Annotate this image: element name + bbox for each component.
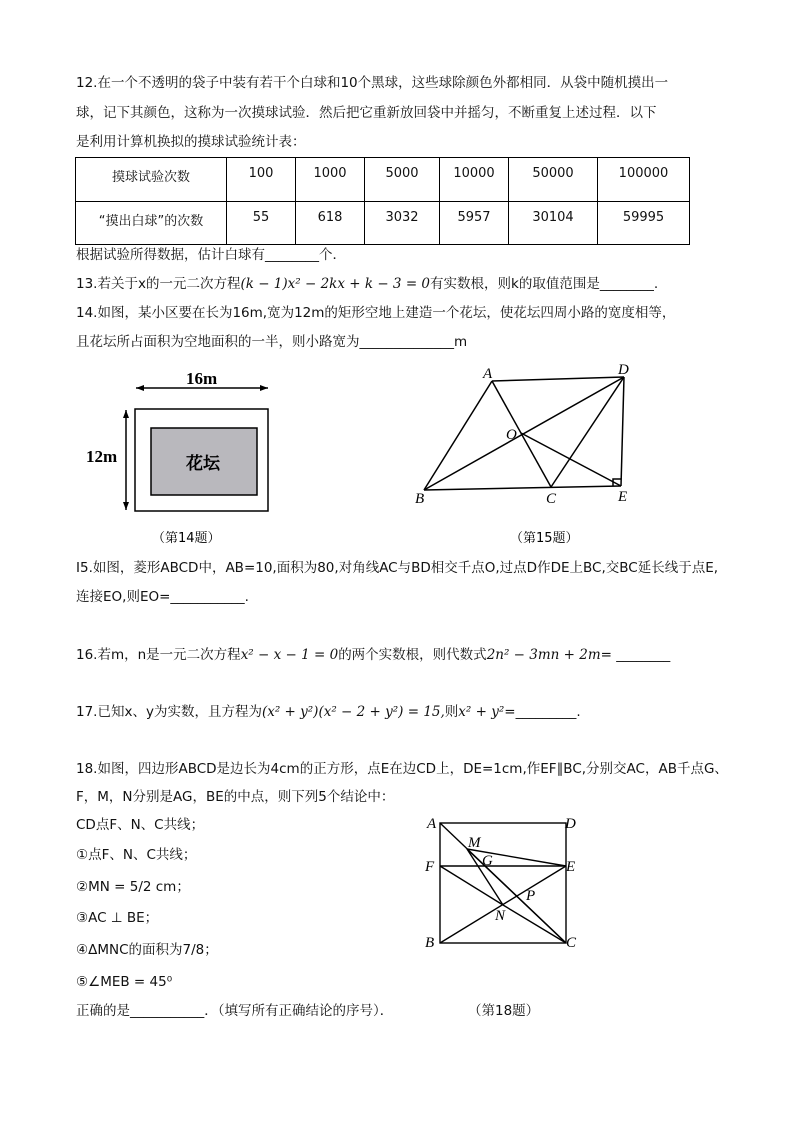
table-cell: 5957 bbox=[440, 201, 509, 245]
q16-expression: 2n² − 3mn + 2m bbox=[486, 647, 601, 663]
arrowhead-icon bbox=[260, 385, 268, 391]
arrowhead-icon bbox=[123, 410, 129, 418]
fig18-caption: （第18题） bbox=[468, 1003, 540, 1019]
width-label: 16m bbox=[186, 370, 218, 388]
q12-line1: 12.在一个不透明的袋子中装有若干个白球和10个黑球，这些球除颜色外都相同．从袋中随机摸出一 bbox=[76, 75, 669, 91]
table-cell: 3032 bbox=[365, 201, 440, 245]
figure-15 bbox=[410, 360, 640, 550]
trials-table bbox=[75, 157, 690, 245]
q16-mid: 的两个实数根，则代数式 bbox=[338, 647, 487, 663]
segment-AD bbox=[492, 377, 624, 381]
q18-conclusion-2: ②MN = 5/2 cm； bbox=[76, 879, 190, 895]
q12-line2: 球，记下其颜色，这称为一次摸球试验．然后把它重新放回袋中并摇匀，不断重复上述过程．以下 bbox=[76, 105, 657, 121]
table-cell: 10000 bbox=[440, 158, 509, 202]
label-D: D bbox=[618, 362, 629, 378]
arrowhead-icon bbox=[123, 502, 129, 510]
table-cell: 30104 bbox=[509, 201, 598, 245]
q17 bbox=[76, 702, 581, 722]
figure-18 bbox=[420, 810, 590, 955]
q12-after: 根据试验所得数据，估计白球有________个． bbox=[76, 247, 346, 263]
table-cell: 1000 bbox=[296, 158, 365, 202]
label-B: B bbox=[415, 491, 425, 507]
q18-line2: F，M，N分别是AG，BE的中点，则下列5个结论中： bbox=[76, 789, 395, 805]
table-row bbox=[76, 201, 690, 245]
segment-AB bbox=[424, 381, 492, 490]
q15-line2: 连接EO,则EO=___________. bbox=[76, 589, 249, 605]
q12-line3: 是利用计算机换拟的摸球试验统计表： bbox=[76, 134, 306, 150]
height-label: 12m bbox=[86, 447, 118, 466]
label-C: C bbox=[546, 491, 557, 507]
fig15-caption: （第15题） bbox=[510, 531, 579, 546]
table-cell: 50000 bbox=[509, 158, 598, 202]
table-header-cell: “摸出白球”的次数 bbox=[76, 201, 227, 245]
q17-post: =_________. bbox=[504, 704, 581, 720]
q16 bbox=[76, 645, 670, 665]
table-cell: 59995 bbox=[598, 201, 690, 245]
label-D: D bbox=[565, 816, 576, 832]
q18-conclusion-3: ③AC ⊥ BE； bbox=[76, 910, 159, 926]
arrowhead-icon bbox=[136, 385, 144, 391]
q14-line2: 且花坛所占面积为空地面积的一半，则小路宽为______________m bbox=[76, 334, 468, 350]
q18-answer: 正确的是___________．（填写所有正确结论的序号）． bbox=[76, 1003, 394, 1019]
q18-conclusion-5: ⑤∠MEB = 45⁰ bbox=[76, 974, 173, 990]
table-cell: 55 bbox=[227, 201, 296, 245]
q16-post: = ________ bbox=[600, 647, 671, 663]
q15-line1: I5.如图，菱形ABCD中，AB=10,面积为80,对角线AC与BD相交千点O,过点D作DE上BC,交BC延长线于点E, bbox=[76, 560, 719, 576]
table-cell: 100000 bbox=[598, 158, 690, 202]
q17-expression: x² + y² bbox=[458, 704, 505, 720]
q18-conclusion-4: ④ΔMNC的面积为7/8； bbox=[76, 942, 218, 958]
table-cell: 618 bbox=[296, 201, 365, 245]
label-E: E bbox=[618, 489, 628, 505]
q14-line1: 14.如图，某小区要在长为16m,宽为12m的矩形空地上建造一个花坛，使花坛四周小路的宽度相等， bbox=[76, 305, 676, 321]
diagonal-BD bbox=[424, 377, 624, 490]
table-cell: 100 bbox=[227, 158, 296, 202]
label-P: P bbox=[526, 888, 536, 904]
table-row bbox=[76, 158, 690, 202]
figure-14 bbox=[80, 370, 280, 550]
fig14-caption: （第14题） bbox=[152, 531, 221, 546]
segment-DC bbox=[551, 377, 624, 487]
label-F: F bbox=[425, 859, 435, 875]
segment-BE bbox=[424, 486, 621, 490]
q17-mid: 则 bbox=[444, 704, 459, 720]
q13-equation: (k − 1)x² − 2kx + k − 3 = 0 bbox=[240, 276, 431, 292]
q17-pre: 17.已知x、y为实数，且方程为 bbox=[76, 704, 262, 720]
table-cell: 5000 bbox=[365, 158, 440, 202]
label-B: B bbox=[425, 935, 435, 951]
q16-pre: 16.若m，n是一元二次方程 bbox=[76, 647, 241, 663]
segment-FN bbox=[440, 866, 503, 905]
label-N: N bbox=[495, 908, 506, 924]
table-header-cell: 摸球试验次数 bbox=[76, 158, 227, 202]
label-A: A bbox=[483, 366, 493, 382]
q13-post: 有实数根，则k的取值范围是________. bbox=[430, 276, 659, 292]
segment-NC bbox=[503, 905, 566, 943]
label-O: O bbox=[506, 427, 517, 443]
segment-DE bbox=[621, 377, 624, 486]
label-A: A bbox=[427, 816, 437, 832]
q18-line1: 18.如图，四边形ABCD是边长为4cm的正方形，点E在边CD上，DE=1cm,作EF∥BC,分别交AC，AB千点G、 bbox=[76, 761, 728, 777]
q16-equation: x² − x − 1 = 0 bbox=[240, 647, 339, 663]
q17-equation: (x² + y²)(x² − 2 + y²) = 15, bbox=[261, 704, 445, 720]
q13-pre: 13.若关于x的一元二次方程 bbox=[76, 276, 241, 292]
label-M: M bbox=[468, 835, 481, 851]
label-C: C bbox=[566, 935, 577, 951]
q18-conclusion-1: ①点F、N、C共线； bbox=[76, 847, 197, 863]
label-E: E bbox=[566, 859, 576, 875]
q13 bbox=[76, 274, 658, 294]
q18-conclusion-0: CD点F、N、C共线； bbox=[76, 817, 205, 833]
label-G: G bbox=[482, 853, 493, 869]
flowerbed-label: 花坛 bbox=[186, 454, 220, 474]
